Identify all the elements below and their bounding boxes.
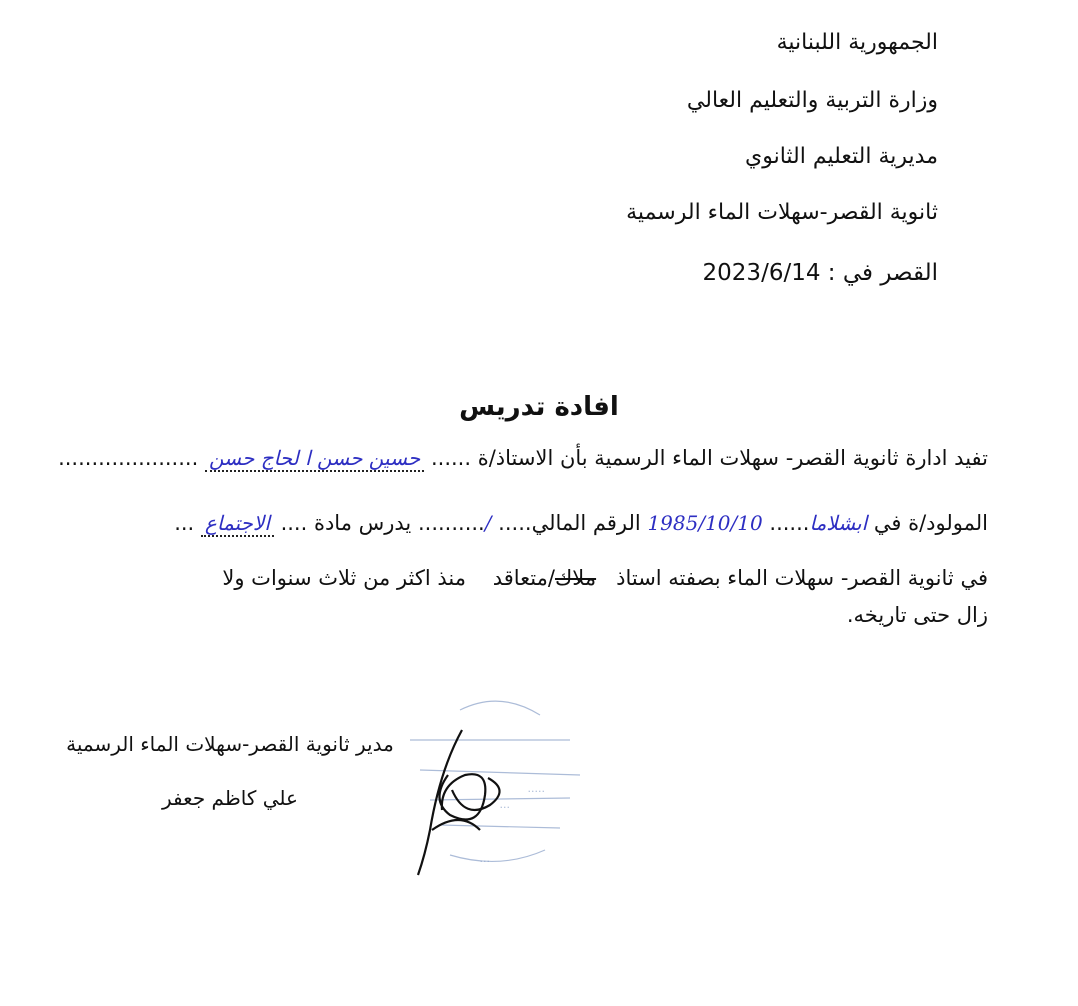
signer-role: مدير ثانوية القصر-سهلات الماء الرسمية (66, 732, 394, 756)
finance-number-label: الرقم المالي (531, 511, 641, 535)
teacher-name: حسين حسن ا لحاج حسن (205, 446, 424, 472)
status-intro-text: في ثانوية القصر- سهلات الماء بصفته استاذ (616, 566, 988, 590)
continuation-text: زال حتى تاريخه. (846, 603, 988, 627)
header-school: ثانوية القصر-سهلات الماء الرسمية (626, 200, 938, 225)
birthdate: 1985/10/10 (647, 511, 763, 535)
subject-value: الاجتماع (201, 511, 274, 537)
born-label: المولود/ة في (873, 511, 988, 535)
stamp-and-signature-graphic (370, 680, 600, 880)
subject-label: يدرس مادة (313, 511, 412, 535)
status-tail-text: منذ اكثر من ثلاث سنوات ولا (222, 566, 467, 590)
body-line-1: تفيد ادارة ثانوية القصر- سهلات الماء الرسمية بأن الاستاذ/ة ...... حسين حسن ا لحاج حسن ..................... (58, 446, 988, 470)
body-line-3 (40, 566, 988, 590)
body-line-2: المولود/ة في ابشلاما...... 1985/10/10 الرقم المالي..... /.......... يدرس مادة .... الاجتماع ... (174, 511, 988, 535)
status-crossed-out: ملاك (554, 566, 597, 590)
date-prefix: القصر في : (827, 260, 938, 286)
signer-name: علي كاظم جعفر (162, 786, 298, 810)
body-line-4 (40, 603, 988, 627)
header-date-line (703, 260, 938, 286)
svg-text:.....: ..... (527, 782, 545, 795)
svg-text:...: ... (479, 852, 490, 865)
teacher-intro-text: تفيد ادارة ثانوية القصر- سهلات الماء الرسمية بأن الاستاذ/ة (477, 446, 988, 470)
svg-text:...: ... (499, 798, 510, 811)
status-contract: /متعاقد (492, 566, 555, 590)
finance-number-value: / (484, 511, 492, 535)
header-country: الجمهورية اللبنانية (776, 30, 938, 55)
header-directorate: مديرية التعليم الثانوي (745, 144, 938, 169)
document-title: افادة تدريس (459, 392, 619, 422)
birthplace: ابشلاما (809, 511, 868, 535)
header-ministry: وزارة التربية والتعليم العالي (686, 88, 938, 113)
date-value: 2023/6/14 (702, 260, 821, 286)
